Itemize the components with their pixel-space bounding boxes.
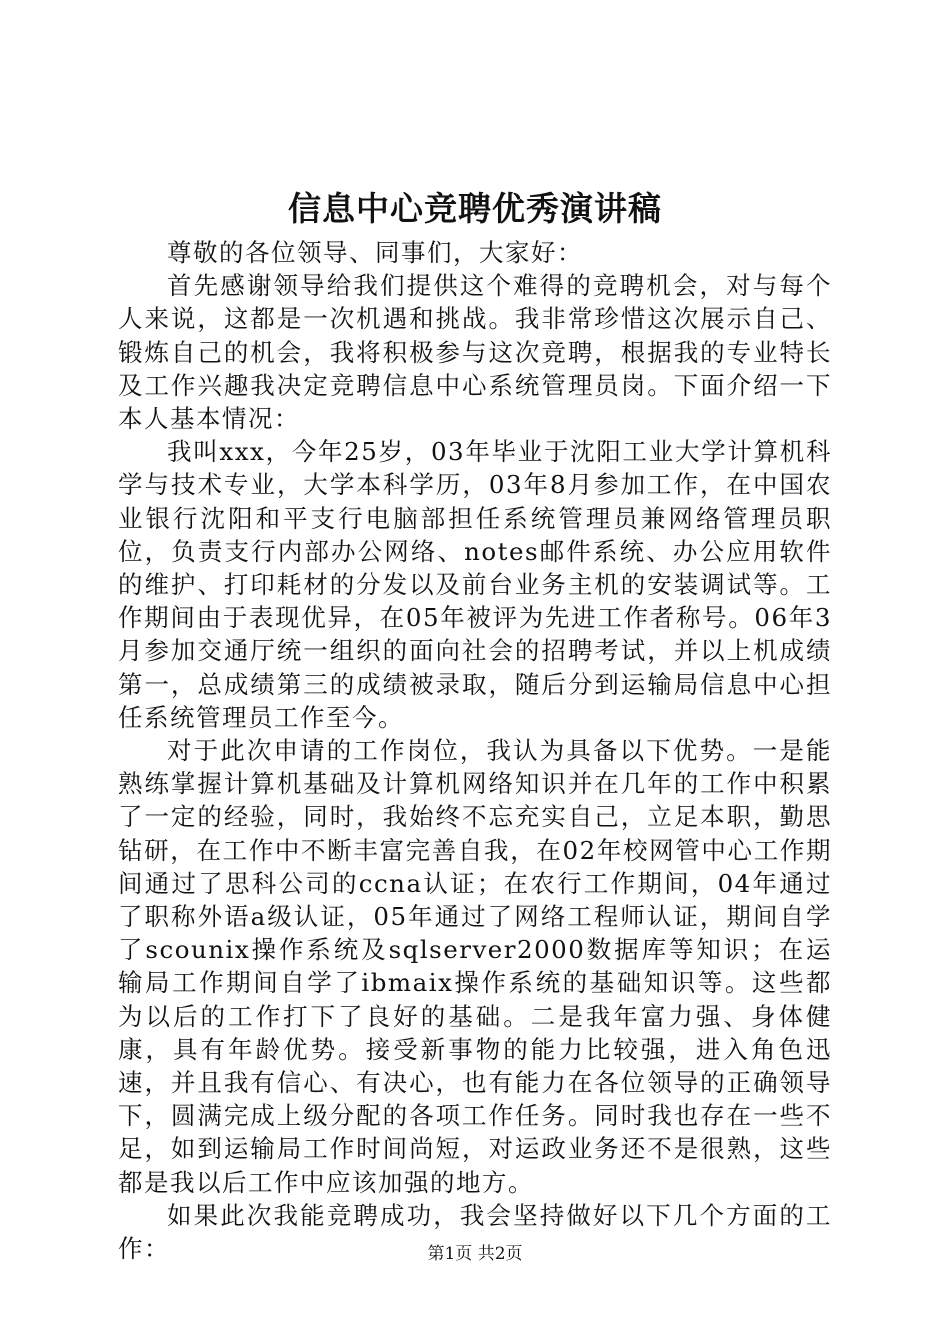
strengths-paragraph: 对于此次申请的工作岗位，我认为具备以下优势。一是能熟练掌握计算机基础及计算机网络知识并在几年的工作中积累了一定的经验，同时，我始终不忘充实自己，立足本职，勤思钻研，在工作中不断丰富完善自我，在02年校网管中心工作期间通过了思科公司的ccna认证；在农行工作期间，04年通过了职称外语a级认证，05年通过了网络工程师认证，期间自学了scounix操作系统及sqlserver2000数据库等知识；在运输局工作期间自学了ibmaix操作系统的基础知识等。这些都为以后的工作打下了良好的基础。二是我年富力强、身体健康，具有年龄优势。接受新事物的能力比较强，进入角色迅速，并且我有信心、有决心，也有能力在各位领导的正确领导下，圆满完成上级分配的各项工作任务。同时我也存在一些不足，如到运输局工作时间尚短，对运政业务还不是很熟，这些都是我以后工作中应该加强的地方。 (118, 736, 832, 1197)
intro-paragraph: 首先感谢领导给我们提供这个难得的竞聘机会，对与每个人来说，这都是一次机遇和挑战。我非常珍惜这次展示自己、锻炼自己的机会，我将积极参与这次竞聘，根据我的专业特长及工作兴趣我决定竞聘信息中心系统管理员岗。下面介绍一下本人基本情况： (118, 271, 832, 434)
document-body (118, 236, 832, 1265)
document-title: 信息中心竞聘优秀演讲稿 (288, 189, 662, 228)
background-paragraph: 我叫xxx，今年25岁，03年毕业于沈阳工业大学计算机科学与技术专业，大学本科学历，03年8月参加工作，在中国农业银行沈阳和平支行电脑部担任系统管理员兼网络管理员职位，负责支行内部办公网络、notes邮件系统、办公应用软件的维护、打印耗材的分发以及前台业务主机的安装调试等。工作期间由于表现优异，在05年被评为先进工作者称号。06年3月参加交通厅统一组织的面向社会的招聘考试，并以上机成绩第一，总成绩第三的成绩被录取，随后分到运输局信息中心担任系统管理员工作至今。 (118, 437, 832, 732)
plans-paragraph: 如果此次我能竞聘成功，我会坚持做好以下几个方面的工作： (118, 1200, 832, 1264)
greeting-paragraph: 尊敬的各位领导、同事们，大家好： (167, 238, 583, 267)
page-footer: 第1页 共2页 (427, 1244, 523, 1264)
